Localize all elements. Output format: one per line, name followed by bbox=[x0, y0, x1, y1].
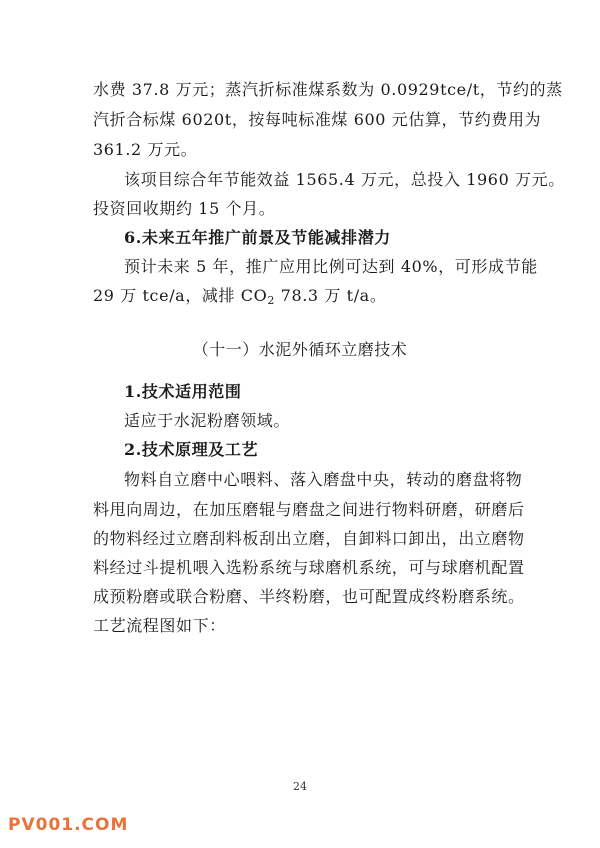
paragraph-5-line-6: 工艺流程图如下： bbox=[93, 616, 226, 635]
paragraph-1-line-2: 汽折合标煤 6020t，按每吨标准煤 600 元估算，节约费用为 bbox=[93, 110, 542, 129]
watermark-logo: PV001.COM bbox=[8, 815, 129, 835]
co2-subscript: 2 bbox=[267, 294, 275, 307]
page-number: 24 bbox=[293, 780, 307, 793]
paragraph-3-line-2-prefix: 29 万 tce/a，减排 CO bbox=[93, 286, 268, 305]
paragraph-3-line-2-suffix: 78.3 万 t/a。 bbox=[274, 286, 387, 305]
heading-principle: 2.技术原理及工艺 bbox=[124, 440, 259, 459]
paragraph-5-line-2: 料甩向周边，在加压磨辊与磨盘之间进行物料研磨，研磨后 bbox=[93, 500, 525, 519]
paragraph-5-line-3: 的物料经过立磨刮料板刮出立磨，自卸料口卸出，出立磨物 bbox=[93, 529, 525, 548]
paragraph-5-line-4: 料经过斗提机喂入选粉系统与球磨机系统，可与球磨机配置 bbox=[93, 558, 525, 577]
paragraph-1-line-1: 水费 37.8 万元；蒸汽折标准煤系数为 0.0929tce/t，节约的蒸 bbox=[93, 80, 563, 99]
paragraph-3-line-1: 预计未来 5 年，推广应用比例可达到 40%，可形成节能 bbox=[124, 257, 538, 276]
paragraph-scope: 适应于水泥粉磨领域。 bbox=[124, 411, 291, 430]
paragraph-2-line-1: 该项目综合年节能效益 1565.4 万元，总投入 1960 万元。 bbox=[124, 170, 565, 189]
paragraph-2-line-2: 投资回收期约 15 个月。 bbox=[93, 199, 276, 218]
paragraph-1-line-3: 361.2 万元。 bbox=[93, 140, 198, 159]
heading-scope: 1.技术适用范围 bbox=[124, 382, 242, 401]
paragraph-5-line-1: 物料自立磨中心喂料、落入磨盘中央，转动的磨盘将物 bbox=[124, 470, 523, 489]
heading-future-prospects: 6.未来五年推广前景及节能减排潜力 bbox=[124, 228, 391, 247]
paragraph-3-line-2 bbox=[93, 286, 386, 311]
section-title: （十一）水泥外循环立磨技术 bbox=[192, 340, 408, 359]
paragraph-5-line-5: 成预粉磨或联合粉磨、半终粉磨，也可配置成终粉磨系统。 bbox=[93, 587, 525, 606]
